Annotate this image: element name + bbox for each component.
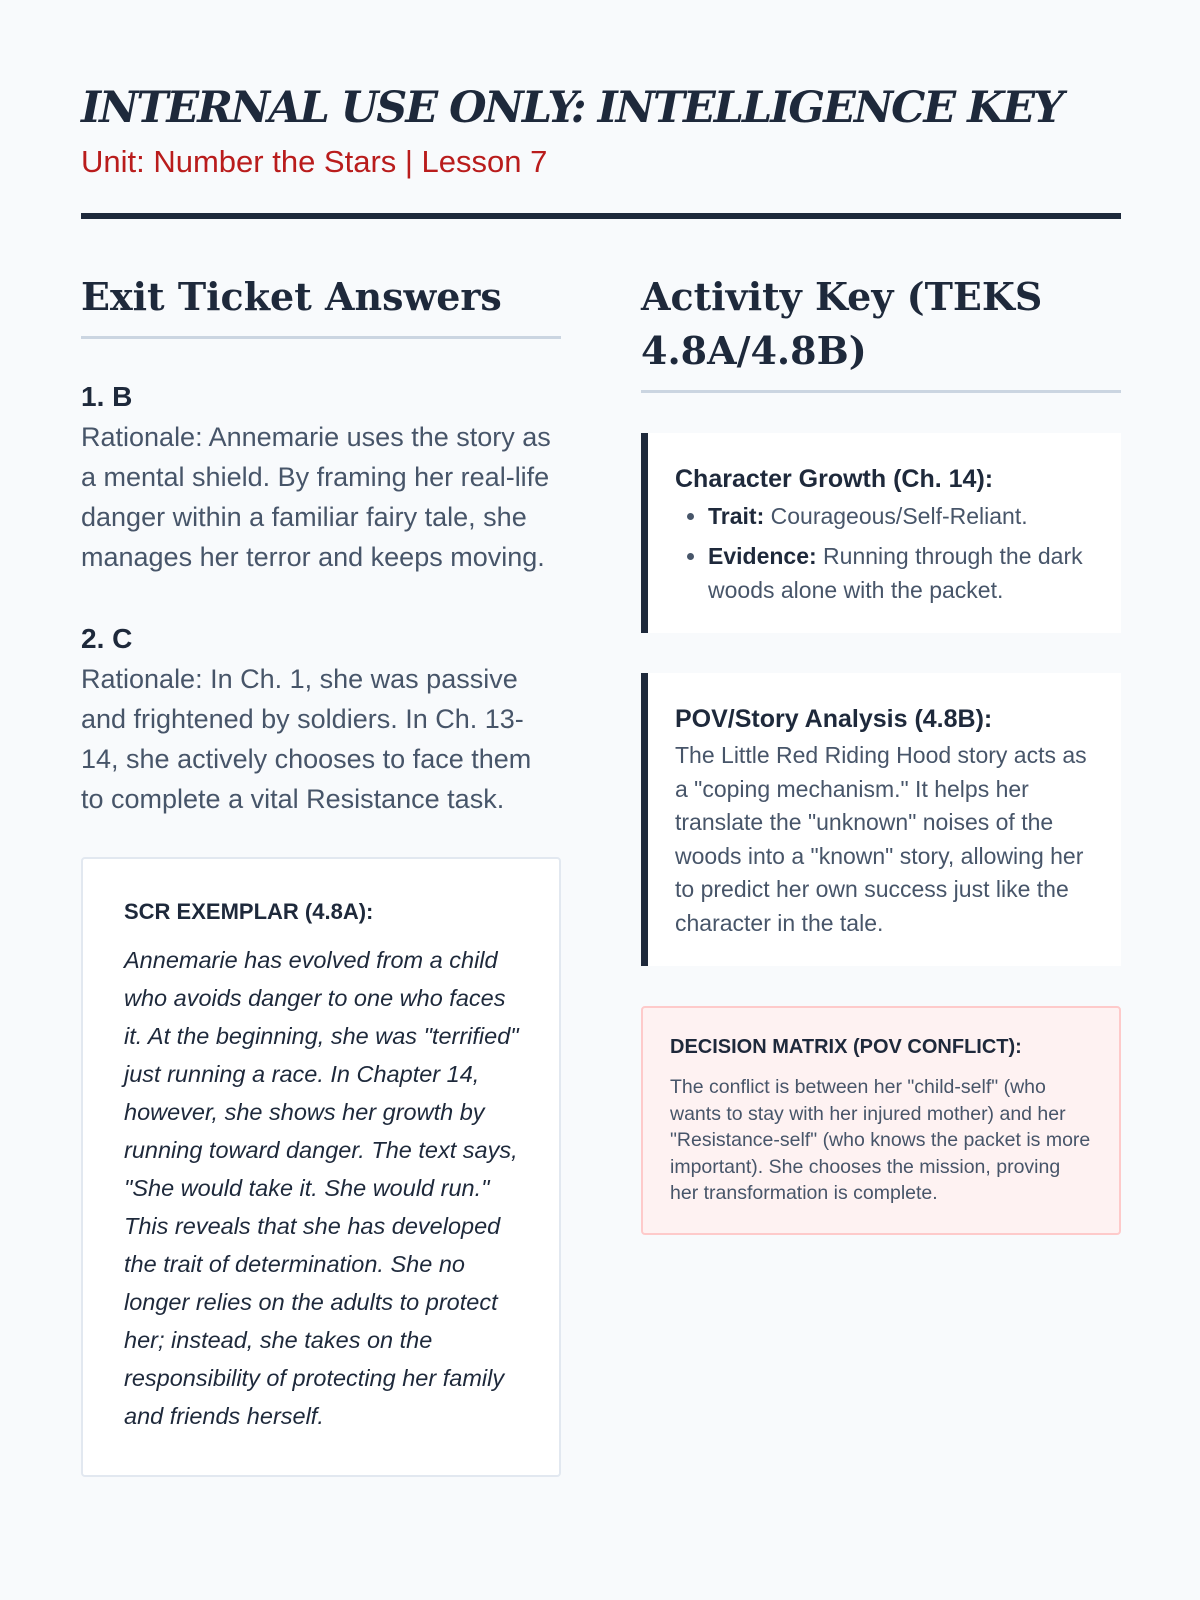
answer-rationale: Rationale: Annemarie uses the story as a mental shield. By framing her real-life danger within a familiar fairy tale, she manages her terror and keeps moving. bbox=[81, 422, 551, 572]
activity-key-heading: Activity Key (TEKS 4.8A/4.8B) bbox=[641, 270, 1121, 393]
document-subtitle: Unit: Number the Stars | Lesson 7 bbox=[81, 144, 548, 179]
decision-matrix-heading: DECISION MATRIX (POV CONFLICT): bbox=[670, 1036, 1022, 1058]
list-item bbox=[708, 539, 1097, 607]
pov-analysis-text: The Little Red Riding Hood story acts as a "coping mechanism." It helps her translate the "unknown" noises of the woods into a "known" story, allowing her to predict her own success just like the character in the tale. bbox=[675, 742, 1087, 936]
pov-analysis-heading: POV/Story Analysis (4.8B): bbox=[675, 705, 993, 733]
decision-matrix-card bbox=[641, 1006, 1121, 1235]
exit-ticket-section bbox=[81, 270, 561, 1477]
answer-label: 2. C bbox=[81, 623, 133, 654]
answer-item-2 bbox=[81, 621, 561, 819]
pov-analysis-card bbox=[641, 673, 1121, 966]
answer-rationale: Rationale: In Ch. 1, she was passive and frightened by soldiers. In Ch. 13-14, she actively chooses to face them to complete a vital Resistance task. bbox=[81, 664, 532, 814]
list-item-text: Courageous/Self-Reliant. bbox=[764, 503, 1028, 529]
character-growth-card bbox=[641, 433, 1121, 633]
scr-exemplar-text: Annemarie has evolved from a child who avoids danger to one who faces it. At the beginning, she was "terrified" just running a race. In Chapter 14, however, she shows her growth by running toward danger. The text says, "She would take it. She would run." This reveals that she has developed the trait of determination. She no longer relies on the adults to protect her; instead, she takes on the responsibility of protecting her family and friends herself. bbox=[124, 947, 519, 1429]
document-title: INTERNAL USE ONLY: INTELLIGENCE KEY bbox=[81, 83, 1062, 133]
list-item-term: Evidence: bbox=[708, 543, 817, 569]
title-divider bbox=[81, 213, 1121, 219]
list-item-term: Trait: bbox=[708, 503, 765, 529]
character-growth-heading: Character Growth (Ch. 14): bbox=[675, 465, 994, 493]
answer-item-1 bbox=[81, 379, 561, 577]
answer-label: 1. B bbox=[81, 381, 133, 412]
list-item-text: Running through the dark woods alone with the packet. bbox=[708, 543, 1083, 603]
character-growth-list bbox=[675, 499, 1097, 607]
scr-exemplar-heading: SCR EXEMPLAR (4.8A): bbox=[124, 899, 374, 924]
decision-matrix-text: The conflict is between her "child-self" (who wants to stay with her injured mother) and her "Resistance-self" (who knows the packet is more important). She chooses the mission, proving her transformation is complete. bbox=[670, 1076, 1091, 1204]
scr-exemplar-card bbox=[81, 857, 561, 1477]
exit-ticket-heading: Exit Ticket Answers bbox=[81, 270, 561, 339]
list-item bbox=[708, 499, 1097, 533]
activity-key-section bbox=[641, 270, 1121, 1235]
